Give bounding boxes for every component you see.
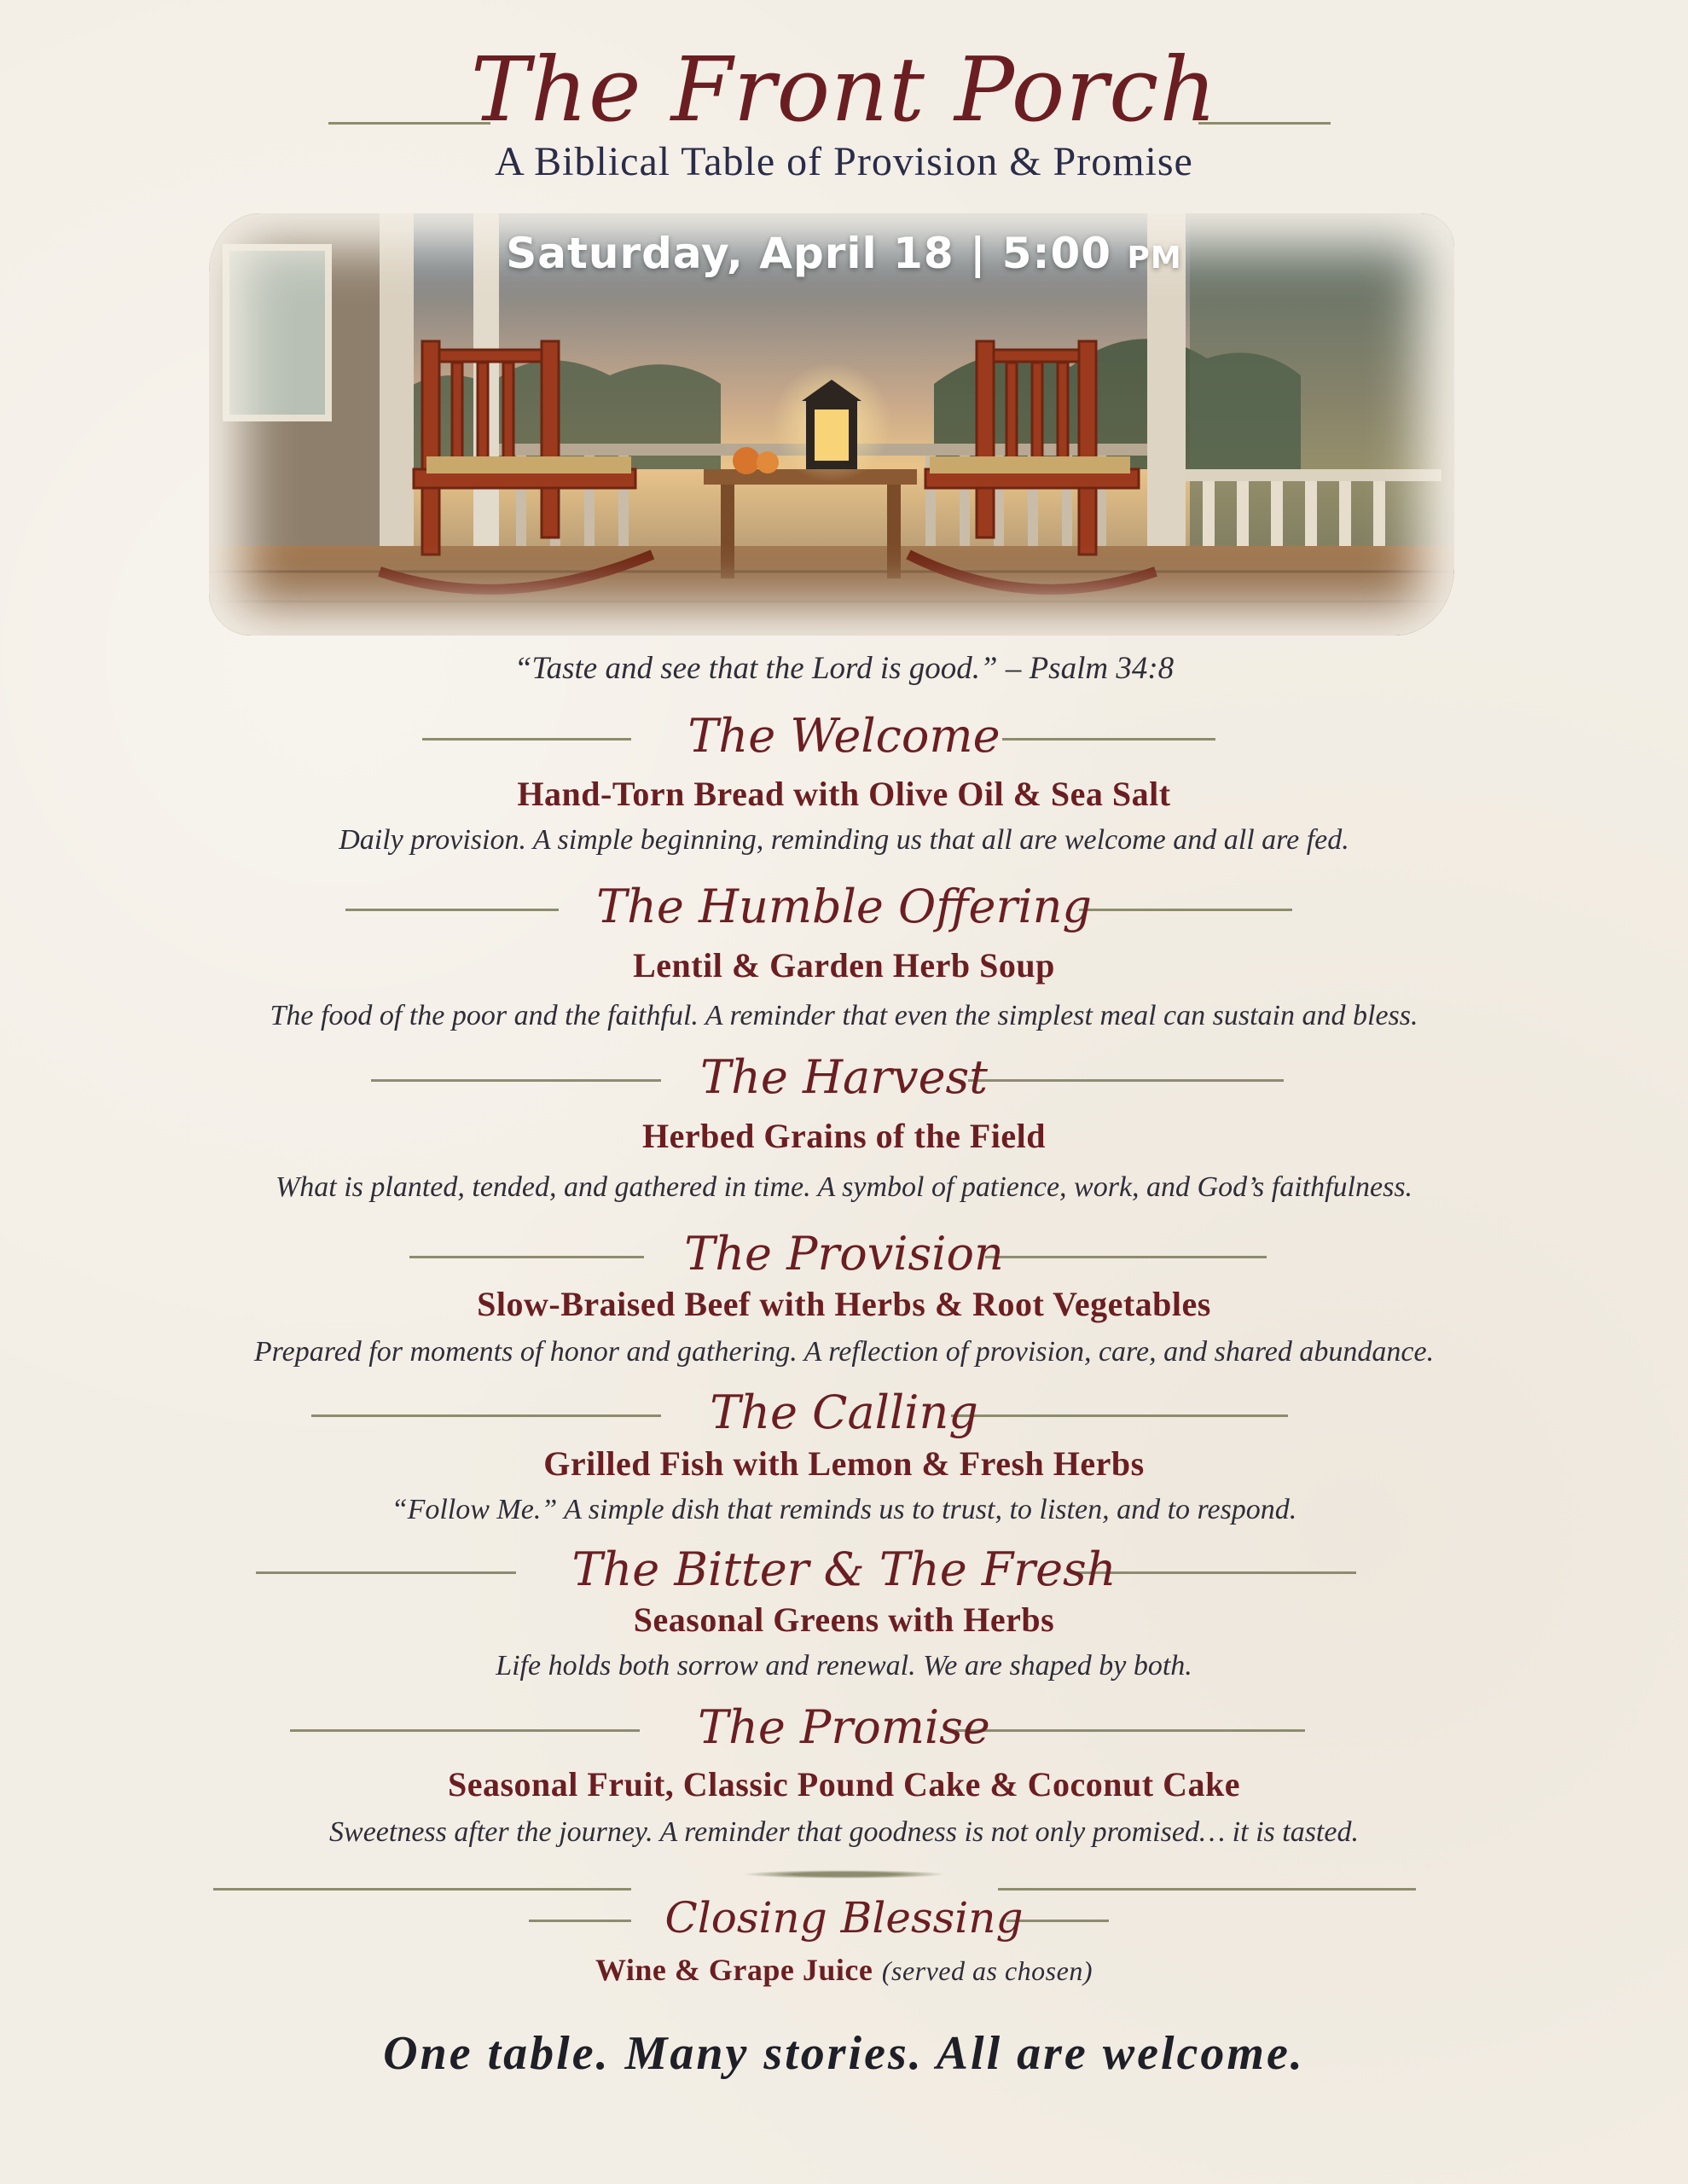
section-closing-blessing [0, 1890, 1688, 1949]
dish-name: Lentil & Garden Herb Soup [633, 946, 1055, 985]
ornament-center [742, 1870, 947, 1879]
closing-dish-name: Wine & Grape Juice [595, 1953, 873, 1987]
dish-description: Daily provision. A simple beginning, reminding us that all are welcome and all are fed. [339, 824, 1349, 856]
section-title: The Welcome [687, 709, 1001, 763]
dish-name: Slow-Braised Beef with Herbs & Root Vegetables [477, 1285, 1211, 1323]
dish-description: What is planted, tended, and gathered in time. A symbol of patience, work, and God’s faithfulness. [275, 1171, 1413, 1203]
section-welcome [0, 708, 1688, 768]
dish-name: Hand-Torn Bread with Olive Oil & Sea Salt [517, 775, 1171, 813]
section-title: The Humble Offering [596, 880, 1092, 933]
scripture-quote: “Taste and see that the Lord is good.” – Psalm 34:8 [513, 651, 1175, 686]
footer-tagline: One table. Many stories. All are welcome. [383, 2027, 1305, 2080]
event-meridiem: PM [1127, 241, 1182, 276]
dish-description: Sweetness after the journey. A reminder that goodness is not only promised… it is tasted. [329, 1816, 1359, 1848]
section-title: The Calling [710, 1385, 978, 1439]
closing-dish-note: (served as chosen) [881, 1955, 1093, 1986]
dish-name: Seasonal Greens with Herbs [633, 1600, 1055, 1639]
dish-description: The food of the poor and the faithful. A reminder that even the simplest meal can sustain and bless. [270, 1000, 1418, 1031]
section-provision [0, 1226, 1688, 1286]
page-subtitle: A Biblical Table of Provision & Promise [495, 139, 1193, 184]
dish-name: Herbed Grains of the Field [642, 1117, 1046, 1155]
section-title: The Promise [698, 1700, 990, 1754]
title-block [0, 38, 1688, 141]
section-title: Closing Blessing [664, 1893, 1024, 1943]
section-bitter-fresh [0, 1542, 1688, 1601]
section-harvest [0, 1049, 1688, 1109]
dish-description: Prepared for moments of honor and gathering. A reflection of provision, care, and shared abundance. [253, 1336, 1435, 1368]
dish-description: “Follow Me.” A simple dish that reminds us to trust, to listen, and to respond. [391, 1494, 1297, 1525]
page-title: The Front Porch [470, 38, 1218, 142]
event-date-text: Saturday, April 18 | 5:00 [506, 229, 1112, 278]
dish-name: Seasonal Fruit, Classic Pound Cake & Coconut Cake [447, 1765, 1240, 1804]
section-title: The Bitter & The Fresh [571, 1542, 1117, 1596]
event-date [0, 229, 1688, 278]
closing-dish [0, 1949, 1688, 1989]
section-humble-offering [0, 879, 1688, 938]
dish-name: Grilled Fish with Lemon & Fresh Herbs [543, 1444, 1145, 1483]
section-calling [0, 1385, 1688, 1444]
dish-description: Life holds both sorrow and renewal. We are shaped by both. [496, 1650, 1192, 1682]
section-title: The Provision [684, 1227, 1004, 1281]
section-title: The Harvest [700, 1050, 988, 1104]
section-promise [0, 1699, 1688, 1759]
